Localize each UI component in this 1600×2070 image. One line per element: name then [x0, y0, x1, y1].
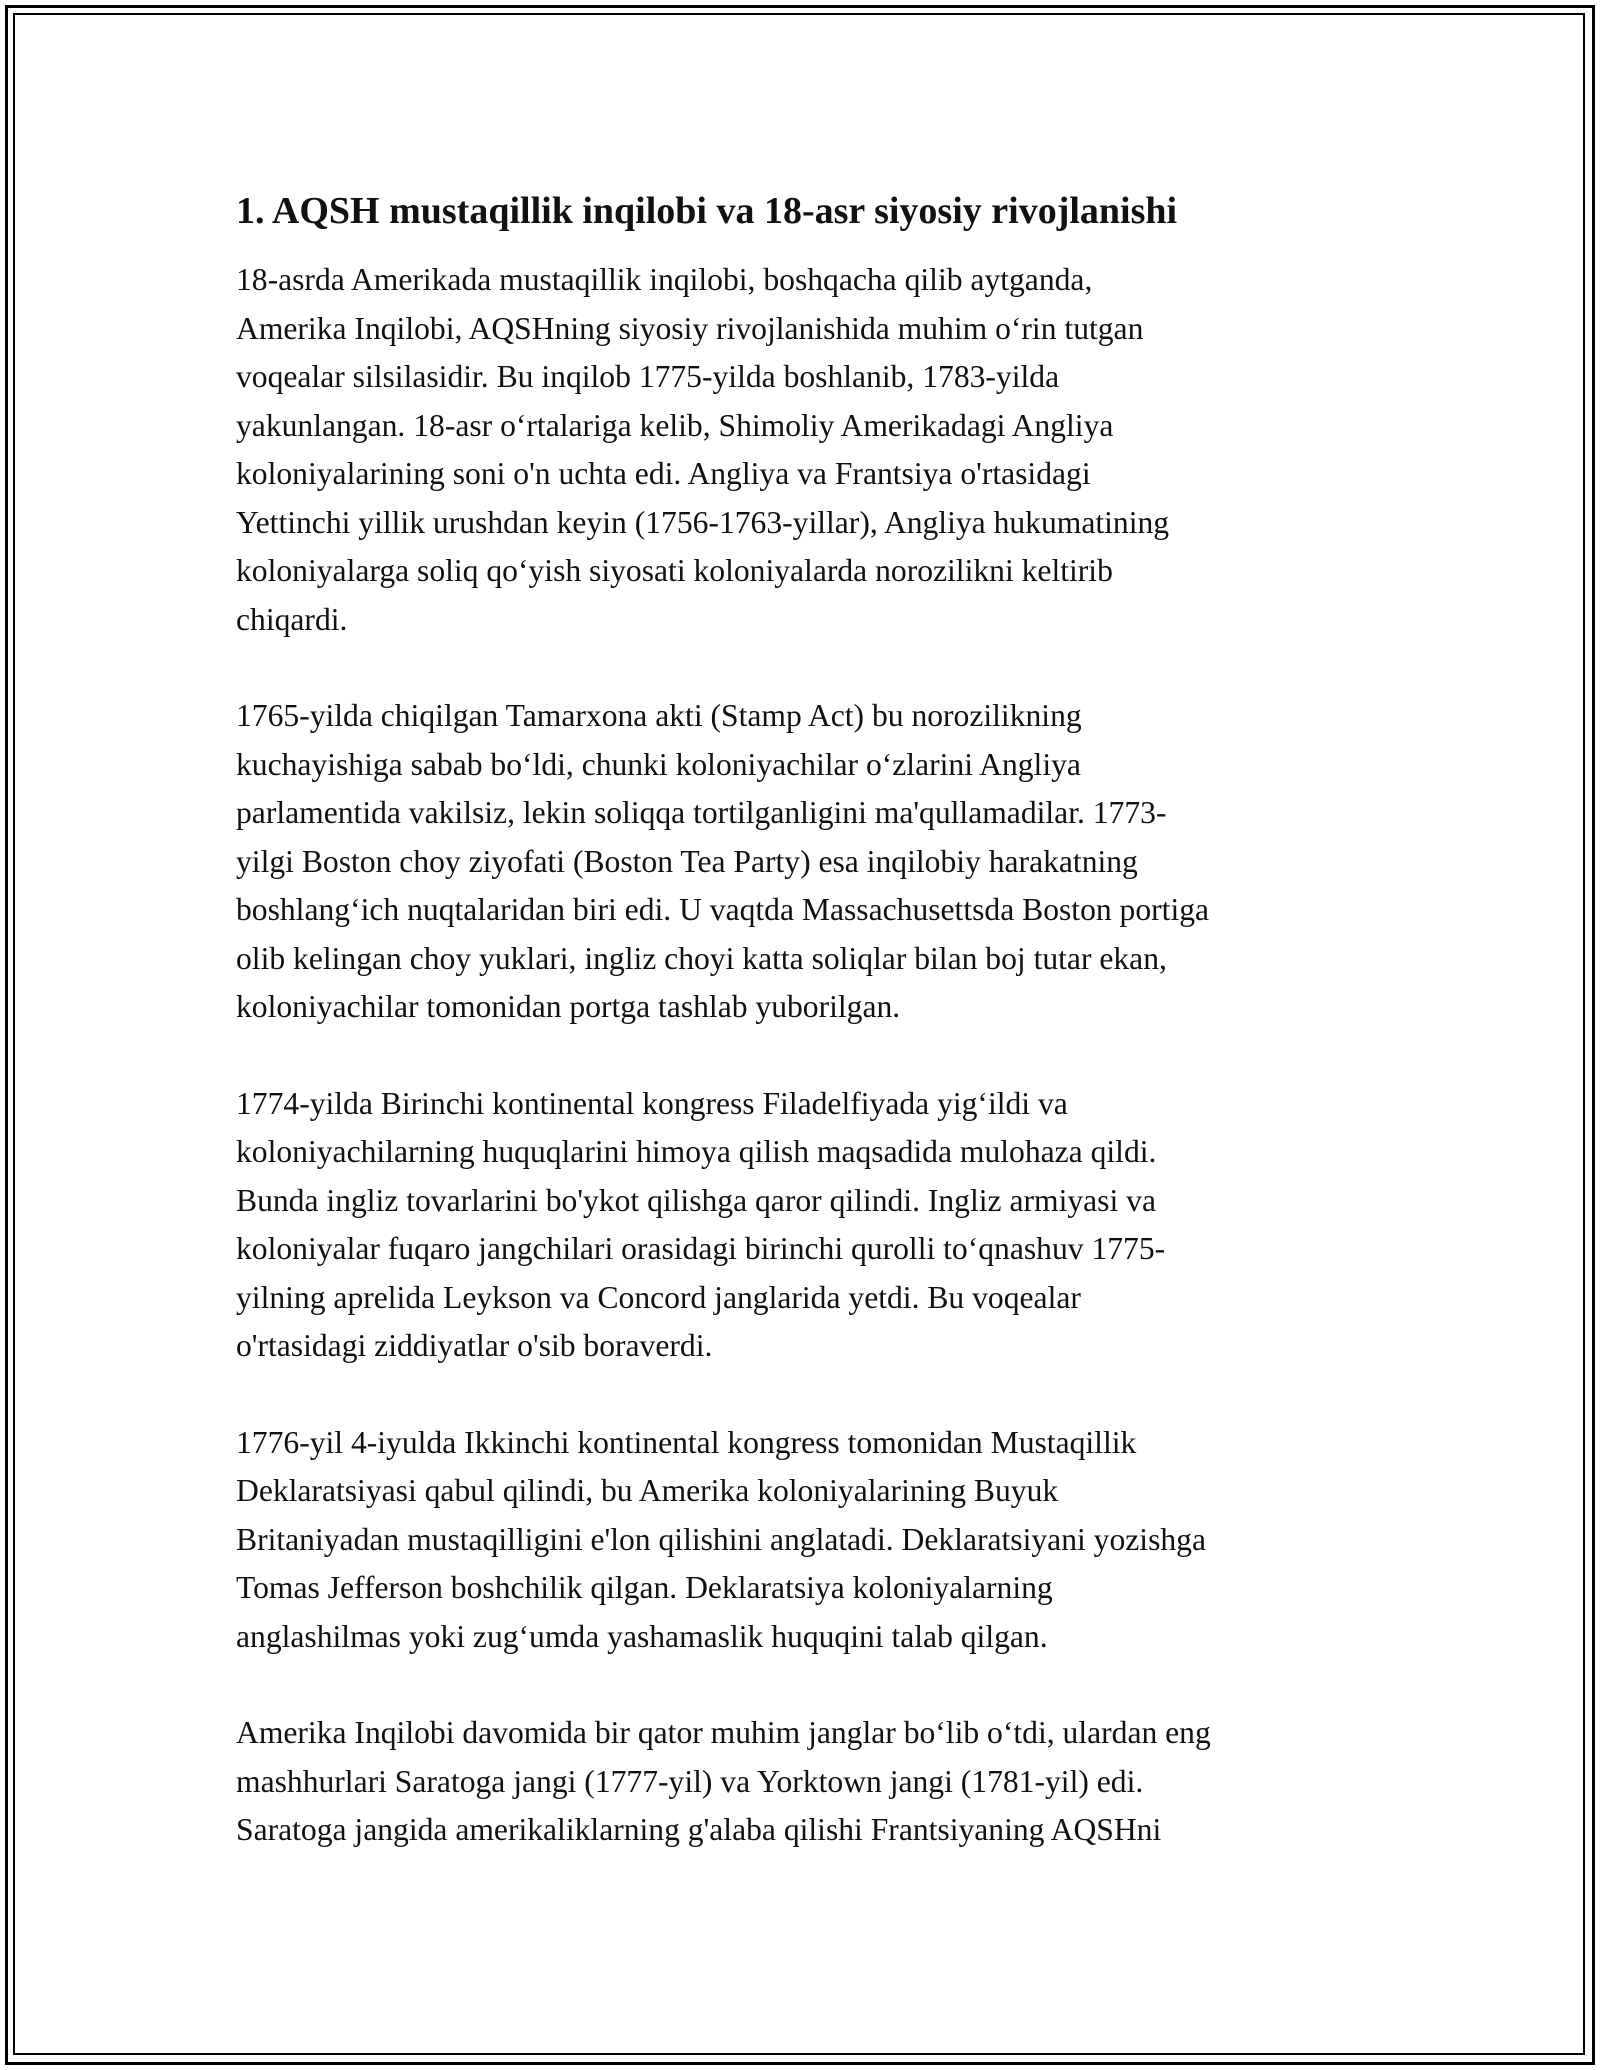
document-title: 1. AQSH mustaqillik inqilobi va 18-asr siyosiy rivojlanishi [236, 190, 1178, 232]
paragraph-3: 1774-yilda Birinchi kontinental kongress Filadelfiyada yig‘ildi va koloniyachilarning huquqlarini himoya qilish maqsadida mulohaza qildi. Bunda ingliz tovarlarini bo'ykot qilishga qaror qilindi. Ingliz armiyasi va koloniyalar fuqaro jangchilari orasidagi birinchi qurolli to‘qnashuv 1775- yilning aprelida Leykson va Concord janglarida yetdi. Bu voqealar o'rtasidagi ziddiyatlar o'sib boraverdi. [236, 1085, 1166, 1363]
paragraph-2: 1765-yilda chiqilgan Tamarxona akti (Stamp Act) bu norozilikning kuchayishiga sabab bo‘ldi, chunki koloniyachilar o‘zlarini Angliya parlamentida vakilsiz, lekin soliqqa tortilganligini ma'qullamadilar. 1773- yilgi Boston choy ziyofati (Boston Tea Party) esa inqilobiy harakatning boshlang‘ich nuqtalaridan biri edi. U vaqtda Massachusettsda Boston portiga olib kelingan choy yuklari, ingliz choyi katta soliqlar bilan boj tutar ekan, koloniyachilar tomonidan portga tashlab yuborilgan. [236, 698, 1210, 1024]
paragraph-4: 1776-yil 4-iyulda Ikkinchi kontinental kongress tomonidan Mustaqillik Deklaratsiyasi qabul qilindi, bu Amerika koloniyalarining Buyuk Britaniyadan mustaqilligini e'lon qilishini anglatadi. Deklaratsiyani yozishga Tomas Jefferson boshchilik qilgan. Deklaratsiya koloniyalarning anglashilmas yoki zug‘umda yashamaslik huquqini talab qilgan. [236, 1424, 1206, 1654]
paragraph-1: 18-asrda Amerikada mustaqillik inqilobi, boshqacha qilib aytganda, Amerika Inqilobi, AQSHning siyosiy rivojlanishida muhim o‘rin tutgan voqealar silsilasidir. Bu inqilob 1775-yilda boshlanib, 1783-yilda yakunlangan. 18-asr o‘rtalariga kelib, Shimoliy Amerikadagi Angliya koloniyalarining soni o'n uchta edi. Angliya va Frantsiya o'rtasidagi Yettinchi yillik urushdan keyin (1756-1763-yillar), Angliya hukumatining koloniyalarga soliq qo‘yish siyosati koloniyalarda norozilikni keltirib chiqardi. [236, 262, 1170, 637]
document-body [236, 186, 1396, 1903]
paragraph-5: Amerika Inqilobi davomida bir qator muhim janglar bo‘lib o‘tdi, ulardan eng mashhurlari Saratoga jangi (1777-yil) va Yorktown jangi (1781-yil) edi. Saratoga jangida amerikaliklarning g'alaba qilishi Frantsiyaning AQSHni [236, 1715, 1211, 1847]
